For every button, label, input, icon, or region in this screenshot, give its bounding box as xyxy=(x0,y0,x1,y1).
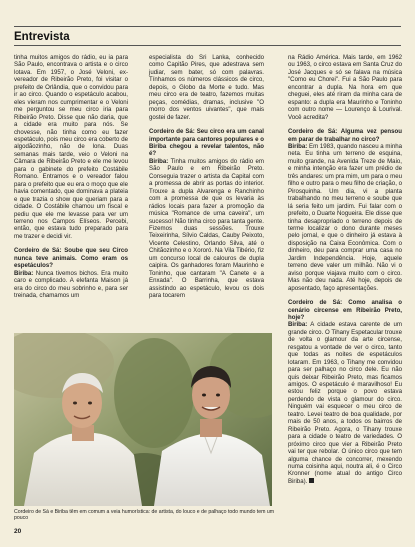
interview-question: Cordeiro de Sá: Alguma vez pensou em parar de trabalhar no circo? xyxy=(288,128,402,143)
interview-question: Cordeiro de Sá: Soube que seu Circo nunca teve animais. Como eram os espetáculos? xyxy=(14,247,128,270)
article-paragraph xyxy=(288,321,402,485)
paragraph-text: Nunca tivemos bichos. Era muito caro e complicado. A elefanta Maison já era do circo do meu sobrinho e, para ser treinada, chamamos um xyxy=(14,269,128,300)
article-paragraph xyxy=(14,270,128,300)
speaker-label: Biriba: xyxy=(149,157,169,165)
end-of-article-mark xyxy=(309,478,314,483)
photo-caption: Cordeiro de Sá e Biriba têm em comum a veia humorística: de artista, do louco e de palhaço todo mundo tem um pouco xyxy=(14,509,275,522)
interview-question: Cordeiro de Sá: Seu circo era um canal importante para cantores populares e o Biriba chegou a revelar talentos, não é? xyxy=(149,128,264,158)
interview-question: Cordeiro de Sá: Como analisa o cenário circense em Ribeirão Preto, hoje? xyxy=(288,299,402,321)
article-paragraph xyxy=(288,143,402,292)
text-column-2 xyxy=(149,54,264,300)
paragraph-text: Em 1983, quando nasceu a minha neta. Eu tinha um terreno de esquina, muito grande, na Avenida Treze de Maio, e minha intenção era fazer um prédio de três andares: um pra mim, um para o meu filho e outro para o meu filho de criação, o Pirosquinha. Um dia, vi a planta trabalhando no meu terreno e soube que lá seria feito um jardim. Fui falar com o prefeito, o Duarte Nogueira. Ele disse que tinha desapropriado o terreno depois de terme localizar o dono durante meses pelo jornal, e que o dinheiro já estava à disposição na Caixa Econômica. Com o dinheiro, deu para comprar uma casa no Jardim Independência. Hoje, aquele terreno deve valer um milhão. Não vi o aviso porque viajava muito com o circo. Mas não deu nada. Até hoje, depois de aposentado, faço apresentações. xyxy=(288,142,403,292)
paragraph-text: A cidade estava carente de um grande circo. O Tihany Espetacular trouxe de volta o glamour da arte circense, resgatou a vontade de ver o circo, tanto que todas as noites de espetáculos lotaram. Em 1963, o Tihany me convidou para ser palhaço no circo dele. Eu não quis deixar Ribeirão Preto, mas ficamos amigos. O espetáculo é maravilhoso! Eu estou feliz porque o povo estava perdendo de vista o glamour do circo. Ninguém vai esquecer o meu circo de teatro. Levei teatro de boa qualidade, por mais de 50 anos, a todos os bairros de Ribeirão Preto. Agora, o Tihany trouxe para a cidade o teatro de variedades. O próximo circo que vier a Ribeirão Preto vai ter que rebolar. O único circo que tem alguma chance de concorrer, mexendo numa coisinha aqui, noutra ali, é o Circo Kronner (nome atual do antigo Circo Biriba). xyxy=(288,321,402,485)
text-column-3 xyxy=(288,54,402,485)
paragraph-text: especialista do Sri Lanka, conhecido como Capitão Pires, que adestrava sem judiar, sem bater, só com palavras. Tínhamos os números clássicos de circo, depois, o Globo da Morte e tudo. Mas meu circo era de teatro, fazemos muitas peças, comédias, dramas, inclusive "O morro dos ventos uivantes", que mais gostei de fazer. xyxy=(149,54,264,121)
section-title: Entrevista xyxy=(14,31,70,43)
paragraph-text: na Rádio América. Mais tarde, em 1962 ou 1963, o circo estava em Santa Cruz do José Jacques e só se falava na música "Como eu Chorei". Fui a São Paulo para encontrar a dupla. Na hora em que cheguei, eles até riram da minha cara de espanto: a dupla era Maurinho e Toninho com outro nome — Lourenço & Lourival. Você acredita? xyxy=(288,54,402,121)
title-rule-top xyxy=(14,26,401,27)
speaker-label: Biriba: xyxy=(288,321,308,329)
article-paragraph xyxy=(149,158,264,300)
text-column-1 xyxy=(14,54,128,300)
page-number: 20 xyxy=(14,528,22,535)
article-paragraph xyxy=(288,54,402,121)
article-paragraph xyxy=(14,54,128,240)
article-paragraph xyxy=(149,54,264,121)
paragraph-text: Tinha muitos amigos do rádio em São Paulo e em Ribeirão Preto. Conseguia trazer o artista da Capital com a promessa de abrir as portas do interior. Trouxe a dupla Alvarenga e Ranchinho com a promessa de que os levaria às rádios locais para fazer a promoção da música "Romance de uma caveira", um sucesso! Não tinha circo para tanta gente. Fizemos duas sessões. Trouxe Teixeirinha, Sílvio Caldas, Cauby Peixoto, Vicente Celestino, Orlando Silva, até o Chitãozinho e o Xororó. Na Vila Tibério, fiz um concurso local de calouros de dupla caipira. Os ganhadores foram Maurinho e Toninho, que cantaram "A Canete e a Enxada". O Barrinha, que estava assistindo ao espetáculo, levou os dois para tocarem xyxy=(149,157,264,300)
title-rule-bottom xyxy=(14,45,401,46)
interview-photo xyxy=(14,333,272,506)
speaker-label: Biriba: xyxy=(14,269,34,277)
speaker-label: Biriba: xyxy=(288,142,308,150)
paragraph-text: tinha muitos amigos do rádio, eu ia para São Paulo, encontrava o artista e o circo lotava. Em 1957, o José Veloni, ex-vereador de Ribeirão Preto, foi visitar o prefeito de Orlândia, que o convidou para ir ao circo. Quando o espetáculo acabou, eles vieram nos cumprimentar e o Veloni me perguntou se meu circo iria para Ribeirão Preto. Disse que não daria, que a cidade era muito para nós. Se chovesse, não tinha como eu fazer espetáculo, pois meu circo era coberto de algodãozinho, não de lona. Duas semanas mais tarde, veio o Veloni na Câmara de Ribeirão Preto e ele me levou para o gabinete do prefeito Costábile Romano. Entramos e o vereador falou para o prefeito que eu era o moço que ele havia comentado, que dominava a plateia e que trazia o show que queriam para a cidade. O Costábile chamou um fiscal e pediu que ele me levasse para ver um terreno nos Campos Elíseos. Percebi, então, que estava tudo preparado para me trazer e decidi vir. xyxy=(14,54,128,240)
